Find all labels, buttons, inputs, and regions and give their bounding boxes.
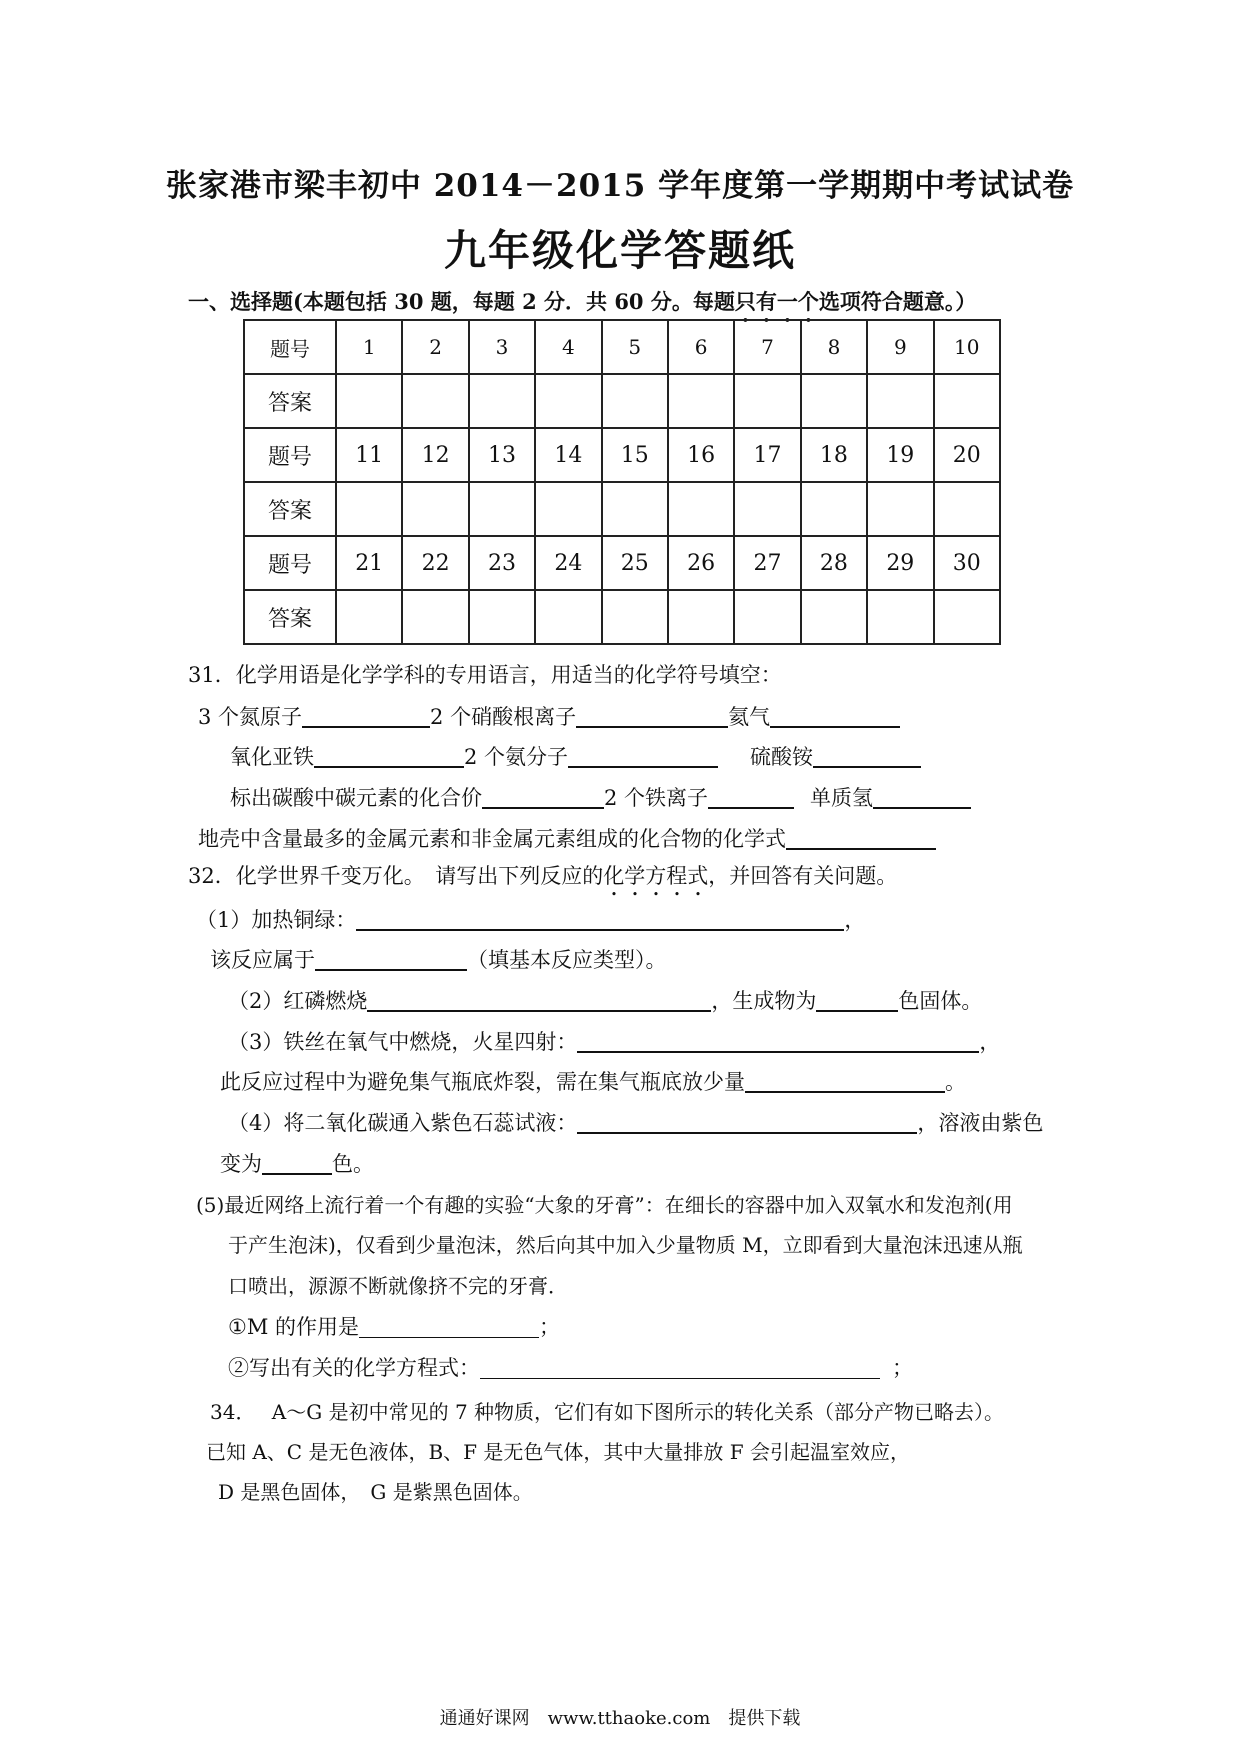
question-number: 12 xyxy=(402,428,468,482)
q32-part1b xyxy=(210,944,667,974)
question-number: 14 xyxy=(535,428,601,482)
q31-line1 xyxy=(198,701,900,731)
q32-p5-q1-end: ； xyxy=(539,1315,561,1339)
question-number: 9 xyxy=(867,320,933,374)
q32-p3-comma: ， xyxy=(979,1030,1001,1054)
question-number: 20 xyxy=(934,428,1000,482)
q32-p4-label: （4）将二氧化碳通入紫色石蕊试液： xyxy=(228,1111,578,1135)
question-number: 1 xyxy=(336,320,402,374)
answer-cell[interactable] xyxy=(668,590,734,644)
answer-cell[interactable] xyxy=(602,590,668,644)
answer-sheet-title: 九年级化学答题纸 xyxy=(443,226,796,275)
q32-p4b-end: 色。 xyxy=(332,1152,374,1176)
answer-cell[interactable] xyxy=(336,590,402,644)
question-number: 7 xyxy=(734,320,800,374)
question-number: 23 xyxy=(469,536,535,590)
answer-cell[interactable] xyxy=(535,590,601,644)
q32-stem-prefix: 32．化学世界千变万化。 请写出下列反应的 xyxy=(188,864,604,888)
question-number: 15 xyxy=(602,428,668,482)
q32-p5-q2-label: ②写出有关的化学方程式： xyxy=(228,1356,480,1380)
q32-p5-q2 xyxy=(228,1352,913,1382)
q31-label-crust-compound: 地壳中含量最多的金属元素和非金属元素组成的化合物的化学式 xyxy=(198,827,786,851)
answer-cell[interactable] xyxy=(602,374,668,428)
blank-ammonia-molecules[interactable] xyxy=(568,744,718,768)
question-number: 18 xyxy=(801,428,867,482)
q32-p3b-end: 。 xyxy=(945,1070,966,1094)
table-row xyxy=(244,374,1000,428)
question-number: 16 xyxy=(668,428,734,482)
q32-p1b-suffix: （填基本反应类型）。 xyxy=(467,948,667,972)
q32-p5-q1 xyxy=(228,1311,560,1341)
section1-heading-suffix: 选项符合题意。） xyxy=(818,289,977,314)
question-number: 17 xyxy=(734,428,800,482)
q34-line1: 34． A～G 是初中常见的 7 种物质，它们有如下图所示的转化关系（部分产物已略去）。 xyxy=(210,1400,1005,1424)
table-row xyxy=(244,428,1000,482)
q31-line4 xyxy=(198,823,936,853)
blank-iron-ions[interactable] xyxy=(708,785,794,809)
q32-part1 xyxy=(196,904,865,934)
blank-elephant-toothpaste-equation[interactable] xyxy=(480,1356,880,1379)
q32-p5-line2: 于产生泡沫)，仅看到少量泡沫，然后向其中加入少量物质 M，立即看到大量泡沫迅速从瓶 xyxy=(228,1233,1023,1257)
answer-cell[interactable] xyxy=(934,374,1000,428)
table-row xyxy=(244,590,1000,644)
blank-heat-malachite-equation[interactable] xyxy=(356,907,844,931)
q32-p5-q2-end: ； xyxy=(892,1356,913,1380)
q32-part3b xyxy=(220,1066,966,1096)
q31-label-nitrate-ions: 2 个硝酸根离子 xyxy=(430,705,577,729)
answer-cell[interactable] xyxy=(668,374,734,428)
answer-cell[interactable] xyxy=(867,482,933,536)
q32-p5-line1: (5)最近网络上流行着一个有趣的实验“大象的牙膏”：在细长的容器中加入双氧水和发泡剂(用 xyxy=(196,1193,1013,1217)
question-number: 24 xyxy=(535,536,601,590)
blank-iron-combustion-equation[interactable] xyxy=(577,1029,979,1053)
question-number: 11 xyxy=(336,428,402,482)
answer-cell[interactable] xyxy=(668,482,734,536)
question-number: 4 xyxy=(535,320,601,374)
row-label: 答案 xyxy=(244,374,336,428)
row-label: 答案 xyxy=(244,590,336,644)
answer-cell[interactable] xyxy=(402,590,468,644)
question-number: 29 xyxy=(867,536,933,590)
answer-cell[interactable] xyxy=(734,590,800,644)
answer-cell[interactable] xyxy=(867,590,933,644)
question-number: 3 xyxy=(469,320,535,374)
q32-part4 xyxy=(228,1107,1043,1137)
q32-p4b-label: 变为 xyxy=(220,1152,262,1176)
q32-p2-label: （2）红磷燃烧 xyxy=(228,989,368,1013)
q31-label-ammonia-molecules: 2 个氨分子 xyxy=(464,745,569,769)
section1-heading-emph: 只有一个 xyxy=(734,289,819,314)
answer-cell[interactable] xyxy=(535,374,601,428)
question-number: 25 xyxy=(602,536,668,590)
blank-nitrate-ions[interactable] xyxy=(576,704,728,728)
row-label: 题号 xyxy=(244,536,336,590)
answer-cell[interactable] xyxy=(402,374,468,428)
q34-line2: 已知 A、C 是无色液体，B、F 是无色气体，其中大量排放 F 会引起温室效应， xyxy=(206,1440,910,1464)
blank-ferrous-oxide[interactable] xyxy=(314,744,464,768)
blank-co2-litmus-equation[interactable] xyxy=(577,1110,917,1134)
answer-grid xyxy=(243,319,1001,645)
blank-red-phosphorus-equation[interactable] xyxy=(367,988,711,1012)
question-number: 19 xyxy=(867,428,933,482)
answer-cell[interactable] xyxy=(867,374,933,428)
question-number: 10 xyxy=(934,320,1000,374)
table-row xyxy=(244,482,1000,536)
answer-cell[interactable] xyxy=(469,374,535,428)
answer-cell[interactable] xyxy=(469,482,535,536)
q31-label-helium: 氦气 xyxy=(728,705,771,729)
question-number: 26 xyxy=(668,536,734,590)
question-number: 13 xyxy=(469,428,535,482)
q32-p2-end: 色固体。 xyxy=(898,989,983,1013)
q32-stem-emph: 化学方程式 xyxy=(603,864,709,888)
answer-cell[interactable] xyxy=(801,374,867,428)
answer-cell[interactable] xyxy=(934,482,1000,536)
question-number: 28 xyxy=(801,536,867,590)
blank-product-color[interactable] xyxy=(816,988,898,1012)
blank-crust-compound[interactable] xyxy=(786,826,936,850)
question-number: 27 xyxy=(734,536,800,590)
question-number: 21 xyxy=(336,536,402,590)
q31-line2 xyxy=(230,741,921,771)
q32-stem xyxy=(188,860,897,901)
q32-p3b-label: 此反应过程中为避免集气瓶底炸裂，需在集气瓶底放少量 xyxy=(220,1070,745,1094)
answer-cell[interactable] xyxy=(336,374,402,428)
table-row xyxy=(244,320,1000,374)
q31-line3 xyxy=(230,782,971,812)
answer-cell[interactable] xyxy=(801,482,867,536)
q32-part2 xyxy=(228,985,982,1015)
section1-heading-prefix: 一、选择题(本题包括 30 题，每题 2 分．共 60 分。每题 xyxy=(188,289,735,314)
blank-m-role[interactable] xyxy=(359,1315,539,1338)
row-label: 题号 xyxy=(244,320,336,374)
q32-p3-label: （3）铁丝在氧气中燃烧，火星四射： xyxy=(228,1030,578,1054)
footer-credit: 通通好课网 www.tthaoke.com 提供下载 xyxy=(439,1708,801,1729)
answer-cell[interactable] xyxy=(734,374,800,428)
q32-part4b xyxy=(220,1148,374,1178)
question-number: 22 xyxy=(402,536,468,590)
question-number: 30 xyxy=(934,536,1000,590)
answer-cell[interactable] xyxy=(469,590,535,644)
blank-reaction-type[interactable] xyxy=(315,947,467,971)
blank-solution-color[interactable] xyxy=(262,1151,332,1175)
q32-stem-suffix: ，并回答有关问题。 xyxy=(708,864,898,888)
row-label: 答案 xyxy=(244,482,336,536)
q32-p1-label: （1）加热铜绿： xyxy=(196,908,357,932)
question-number: 6 xyxy=(668,320,734,374)
row-label: 题号 xyxy=(244,428,336,482)
question-number: 2 xyxy=(402,320,468,374)
answer-cell[interactable] xyxy=(934,590,1000,644)
question-number: 8 xyxy=(801,320,867,374)
q31-label-hydrogen: 单质氢 xyxy=(810,786,874,810)
q31-label-carbon-valence: 标出碳酸中碳元素的化合价 xyxy=(230,786,482,810)
q32-p5-q1-label: ①M 的作用是 xyxy=(228,1315,360,1339)
q31-label-ammonium-sulfate: 硫酸铵 xyxy=(750,745,814,769)
q32-p5-line3: 口喷出，源源不断就像挤不完的牙膏． xyxy=(228,1274,568,1298)
q31-label-ferrous-oxide: 氧化亚铁 xyxy=(230,745,314,769)
blank-nitrogen-atoms[interactable] xyxy=(302,704,430,728)
answer-cell[interactable] xyxy=(734,482,800,536)
answer-cell[interactable] xyxy=(801,590,867,644)
table-row xyxy=(244,536,1000,590)
q31-label-nitrogen-atoms: 3 个氮原子 xyxy=(198,705,303,729)
q32-p1-comma: ， xyxy=(844,908,866,932)
blank-carbon-valence[interactable] xyxy=(482,785,604,809)
answer-cell[interactable] xyxy=(602,482,668,536)
q32-p1b-label: 该反应属于 xyxy=(210,948,315,972)
exam-title: 张家港市梁丰初中 2014－2015 学年度第一学期期中考试试卷 xyxy=(165,168,1075,204)
q31-stem: 31．化学用语是化学学科的专用语言，用适当的化学符号填空： xyxy=(188,663,782,687)
blank-hydrogen[interactable] xyxy=(873,785,971,809)
question-number: 5 xyxy=(602,320,668,374)
q31-label-iron-ions: 2 个铁离子 xyxy=(604,786,709,810)
q32-part3 xyxy=(228,1026,1000,1056)
answer-cell[interactable] xyxy=(535,482,601,536)
q32-p2-mid: ，生成物为 xyxy=(711,989,817,1013)
q34-line3: D 是黑色固体， G 是紫黑色固体。 xyxy=(218,1480,533,1504)
answer-cell[interactable] xyxy=(336,482,402,536)
answer-cell[interactable] xyxy=(402,482,468,536)
q32-p4-mid: ，溶液由紫色 xyxy=(917,1111,1044,1135)
blank-ammonium-sulfate[interactable] xyxy=(813,744,921,768)
blank-helium[interactable] xyxy=(770,704,900,728)
blank-bottle-material[interactable] xyxy=(745,1069,945,1093)
